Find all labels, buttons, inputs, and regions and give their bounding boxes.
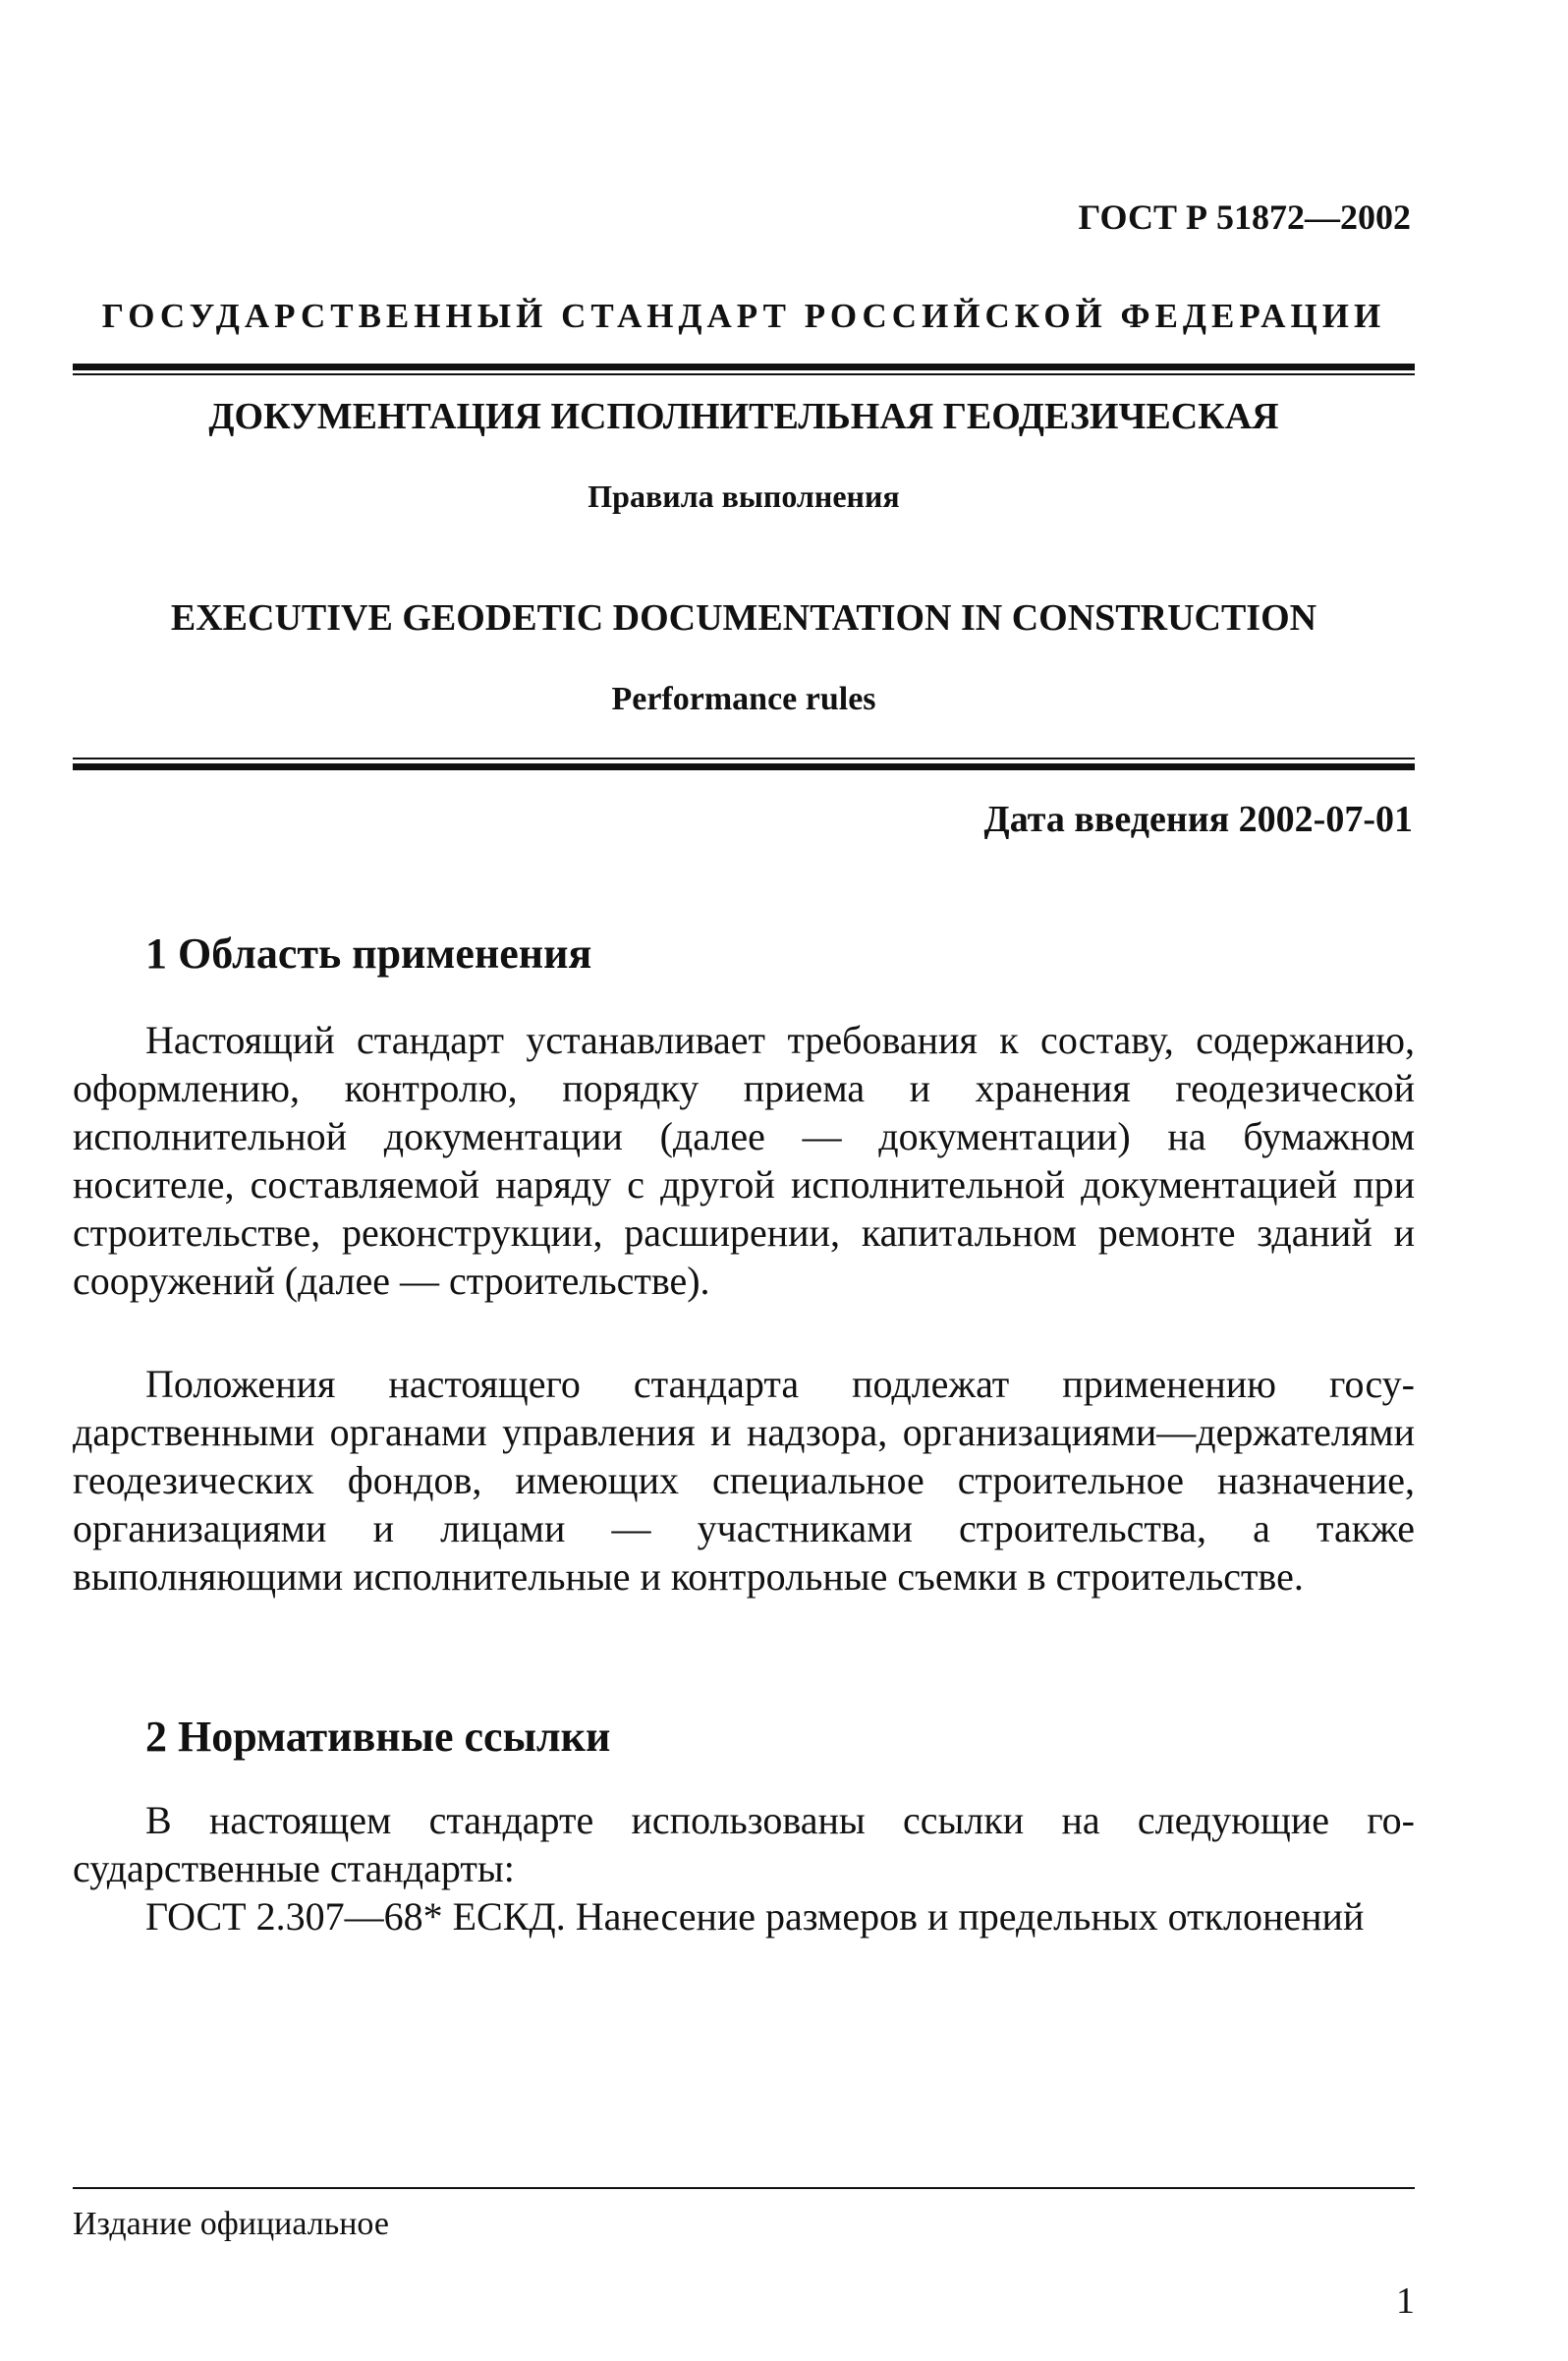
bottom-thick-rule xyxy=(73,763,1415,770)
section-2-reference-item: ГОСТ 2.307—68* ЕСКД. Нанесение размеров и предельных отклонений xyxy=(145,1894,1365,1939)
state-standard-heading: ГОСУДАРСТВЕННЫЙ СТАНДАРТ РОССИЙСКОЙ ФЕДЕРАЦИИ xyxy=(101,297,1386,335)
page-number: 1 xyxy=(1396,2280,1415,2322)
document-number: ГОСТ Р 51872—2002 xyxy=(1078,197,1411,237)
introduction-date: Дата введения 2002-07-01 xyxy=(983,799,1413,840)
footer-rule xyxy=(73,2187,1415,2189)
title-russian: ДОКУМЕНТАЦИЯ ИСПОЛНИТЕЛЬНАЯ ГЕОДЕЗИЧЕСКАЯ xyxy=(208,396,1279,437)
subtitle-english: Performance rules xyxy=(611,681,876,717)
official-edition-note: Издание официальное xyxy=(73,2206,389,2242)
section-1-paragraph-2: Положения настоящего стандарта подлежат применению государственными органами управления и надзора, организациями—держателями геодезических фондов, имеющих специальное строительное назначение, организациями и лицами — участниками строительства, а также выполняющими исполнительные и контрольные съемки в строительстве. xyxy=(73,1362,1415,1599)
title-english: EXECUTIVE GEODETIC DOCUMENTATION IN CONSTRUCTION xyxy=(170,597,1317,639)
section-1-heading: 1 Область применения xyxy=(145,929,592,978)
top-thin-rule xyxy=(73,373,1415,375)
subtitle-russian: Правила выполнения xyxy=(588,478,900,514)
top-thick-rule xyxy=(73,364,1415,370)
section-2-heading: 2 Нормативные ссылки xyxy=(145,1713,611,1761)
section-1-paragraph-1: Настоящий стандарт устанавливает требования к составу, содержанию, оформлению, контролю, порядку приема и хранения геодезической исполнительной документации (далее — документации) на бумажном носителе, составляемой наряду с другой исполнительной документацией при строительстве, реконструкции, расширении, капитальном ремонте зданий и сооружений (далее — строительстве). xyxy=(73,1018,1415,1303)
bottom-thin-rule xyxy=(73,758,1415,759)
section-2-paragraph-1: В настоящем стандарте использованы ссылки на следующие государственные стандарты: xyxy=(73,1798,1415,1890)
